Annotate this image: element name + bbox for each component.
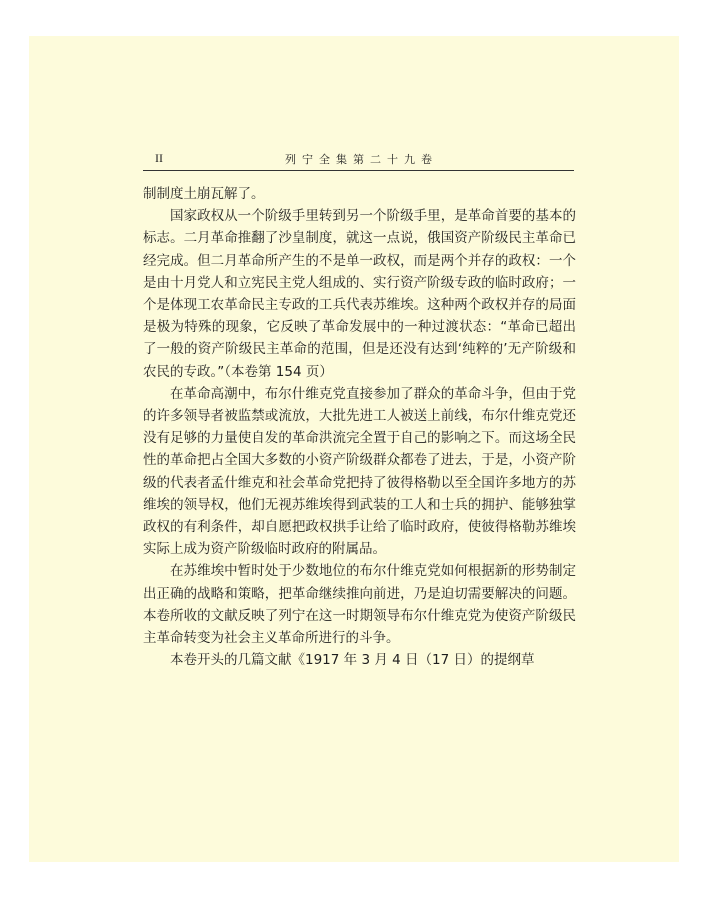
body-text	[143, 183, 576, 671]
running-title: 列宁全集第二十九卷	[285, 153, 438, 166]
page-number: II	[155, 151, 163, 165]
paragraph-continuation: 制制度土崩瓦解了。	[143, 186, 265, 202]
page-header	[143, 150, 574, 171]
paragraph: 在苏维埃中暂时处于少数地位的布尔什维克党如何根据新的形势制定出正确的战略和策略，把革命继续推向前进，乃是迫切需要解决的问题。本卷所收的文献反映了列宁在这一时期领导布尔什维克党为使资产阶级民主革命转变为社会主义革命所进行的斗争。	[143, 563, 576, 647]
paragraph: 国家政权从一个阶级手里转到另一个阶级手里，是革命首要的基本的标志。二月革命推翻了沙皇制度，就这一点说，俄国资产阶级民主革命已经完成。但二月革命所产生的不是单一政权，而是两个并存的政权：一个是由十月党人和立宪民主党人组成的、实行资产阶级专政的临时政府；一个是体现工农革命民主专政的工兵代表苏维埃。这种两个政权并存的局面是极为特殊的现象，它反映了革命发展中的一种过渡状态：“革命已超出了一般的资产阶级民主革命的范围，但是还没有达到‘纯粹的’无产阶级和农民的专政。”（本卷第 154 页）	[143, 208, 576, 380]
paragraph: 在革命高潮中，布尔什维克党直接参加了群众的革命斗争，但由于党的许多领导者被监禁或流放，大批先进工人被送上前线，布尔什维克党还没有足够的力量使自发的革命洪流完全置于自己的影响之下。而这场全民性的革命把占全国大多数的小资产阶级群众都卷了进去，于是，小资产阶级的代表者孟什维克和社会革命党把持了彼得格勒以至全国许多地方的苏维埃的领导权，他们无视苏维埃得到武装的工人和士兵的拥护、能够独掌政权的有利条件，却自愿把政权拱手让给了临时政府，使彼得格勒苏维埃实际上成为资产阶级临时政府的附属品。	[143, 385, 576, 558]
paragraph: 本卷开头的几篇文献《1917 年 3 月 4 日（17 日）的提纲草	[170, 652, 535, 669]
